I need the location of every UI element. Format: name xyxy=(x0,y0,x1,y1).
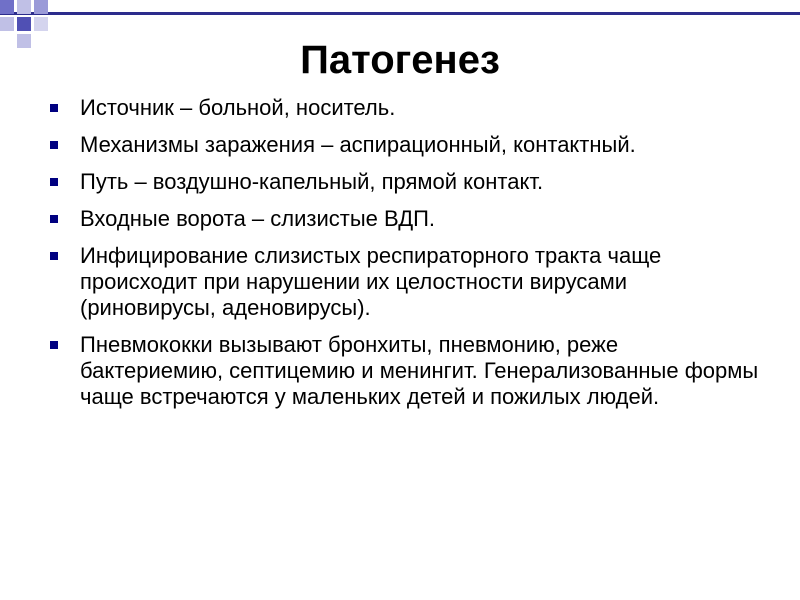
bullet-item xyxy=(50,95,760,121)
bullet-item xyxy=(50,243,760,321)
square-bullet-icon xyxy=(50,178,58,186)
bullet-text: Источник – больной, носитель. xyxy=(80,95,396,120)
bullet-item xyxy=(50,206,760,232)
corner-square xyxy=(17,0,31,14)
top-rule-line xyxy=(0,12,800,15)
square-bullet-icon xyxy=(50,141,58,149)
corner-square xyxy=(0,0,14,14)
bullet-text: Инфицирование слизистых респираторного тракта чаще происходит при нарушении их целостности вирусами (риновирусы, аденовирусы). xyxy=(80,243,662,320)
bullet-text: Пневмококки вызывают бронхиты, пневмонию, реже бактериемию, септицемию и менингит. Генерализованные формы чаще встречаются у маленьких детей и пожилых людей. xyxy=(80,332,759,409)
square-bullet-icon xyxy=(50,252,58,260)
corner-square xyxy=(34,17,48,31)
slide-title: Патогенез xyxy=(300,38,500,82)
square-bullet-icon xyxy=(50,215,58,223)
bullet-text: Входные ворота – слизистые ВДП. xyxy=(80,206,436,231)
square-bullet-icon xyxy=(50,104,58,112)
corner-square xyxy=(0,17,14,31)
corner-square xyxy=(17,17,31,31)
bullet-text: Механизмы заражения – аспирационный, контактный. xyxy=(80,132,636,157)
corner-square xyxy=(34,0,48,14)
bullet-list xyxy=(50,95,760,421)
bullet-item xyxy=(50,169,760,195)
square-bullet-icon xyxy=(50,341,58,349)
bullet-item xyxy=(50,332,760,410)
bullet-item xyxy=(50,132,760,158)
bullet-text: Путь – воздушно-капельный, прямой контакт. xyxy=(80,169,544,194)
